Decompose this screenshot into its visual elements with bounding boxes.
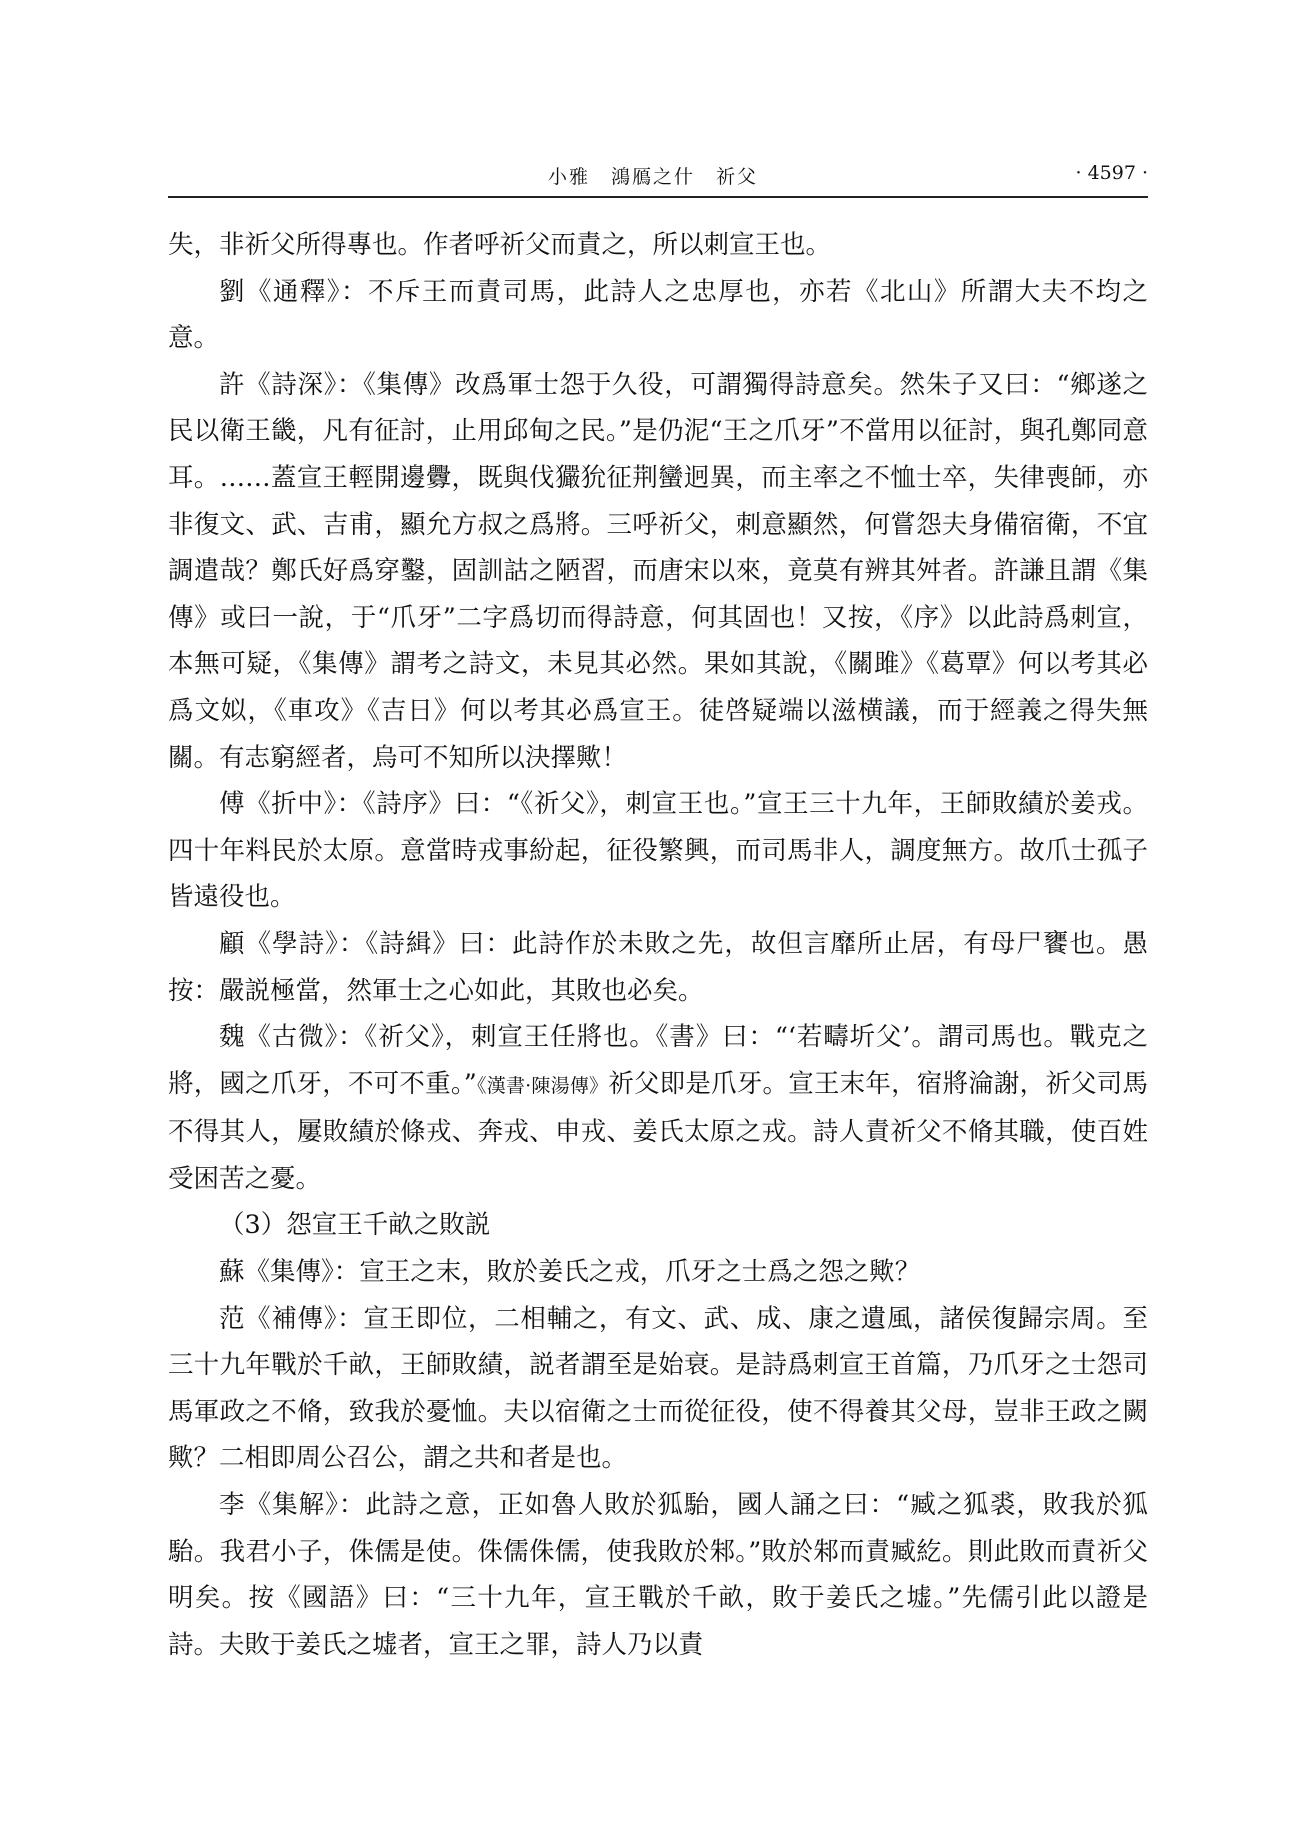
paragraph: 劉《通釋》：不斥王而責司馬，此詩人之忠厚也，亦若《北山》所謂大夫不均之意。 [168, 276, 1148, 354]
paragraph: 范《補傳》：宣王即位，二相輔之，有文、武、成、康之遺風，諸侯復歸宗周。至三十九年戰於千畝，王師敗績，説者謂至是始衰。是詩爲刺宣王首篇，乃爪牙之士怨司馬軍政之不脩，致我於憂恤。夫以宿衛之士而從征役，使不得養其父母，豈非王政之闕歟？二相即周公召公，謂之共和者是也。 [168, 1303, 1148, 1474]
inline-citation: 《漢書·陳湯傳》 [476, 1074, 609, 1097]
page-body [168, 222, 1148, 1668]
paragraph: 顧《學詩》：《詩緝》曰：此詩作於未敗之先，故但言靡所止居，有母尸饔也。愚按：嚴説極當，然軍士之心如此，其敗也必矣。 [168, 928, 1148, 1006]
running-title: 小雅 鴻鴈之什 祈父 [548, 166, 759, 188]
page-number: · 4597 · [1075, 162, 1148, 184]
paragraph: 傅《折中》：《詩序》曰：“《祈父》，刺宣王也。”宣王三十九年，王師敗績於姜戎。四十年料民於太原。意當時戎事紛起，征役繁興，而司馬非人，調度無方。故爪士孤子皆遠役也。 [168, 789, 1148, 913]
paragraph: 魏《古微》：《祈父》，刺宣王任將也。《書》曰：“‘若疇圻父’。謂司馬也。戰克之將，國之爪牙，不可不重。”《漢書·陳湯傳》祈父即是爪牙。宣王末年，宿將淪謝，祈父司馬不得其人，屢敗績於條戎、奔戎、申戎、姜氏太原之戎。詩人責祈父不脩其職，使百姓受困苦之憂。 [168, 1022, 1148, 1194]
section-heading: （3）怨宣王千畝之敗説 [219, 1210, 491, 1241]
page-header [168, 162, 1148, 198]
header-rule [168, 196, 1148, 198]
paragraph: 李《集解》：此詩之意，正如魯人敗於狐駘，國人誦之曰：“臧之狐裘，敗我於狐駘。我君小子，侏儒是使。侏儒侏儒，使我敗於邾。”敗於邾而責臧紇。則此敗而責祈父明矣。按《國語》曰：“三十九年，宣王戰於千畝，敗于姜氏之墟。”先儒引此以證是詩。夫敗于姜氏之墟者，宣王之罪，詩人乃以責 [168, 1490, 1148, 1660]
paragraph: 蘇《集傳》：宣王之末，敗於姜氏之戎，爪牙之士爲之怨之歟？ [219, 1257, 921, 1288]
paragraph: 許《詩深》：《集傳》改爲軍士怨于久役，可謂獨得詩意矣。然朱子又曰：“鄉遂之民以衛王畿，凡有征討，止用邱甸之民。”是仍泥“王之爪牙”不當用以征討，與孔鄭同意耳。……蓋宣王輕開邊釁，既與伐玁狁征荆蠻迥異，而主率之不恤士卒，失律喪師，亦非復文、武、吉甫，顯允方叔之爲將。三呼祈父，刺意顯然，何嘗怨夫身備宿衛，不宜調遣哉？鄭氏好爲穿鑿，固訓詁之陋習，而唐宋以來，竟莫有辨其舛者。許謙且謂《集傳》或曰一說，于“爪牙”二字爲切而得詩意，何其固也！又按，《序》以此詩爲刺宣，本無可疑，《集傳》謂考之詩文，未見其必然。果如其說，《關雎》《葛覃》何以考其必爲文姒，《車攻》《吉日》何以考其必爲宣王。徒啓疑端以滋横議，而于經義之得失無關。有志窮經者，烏可不知所以決擇歟！ [168, 369, 1148, 773]
paragraph: 失，非祈父所得專也。作者呼祈父而責之，所以刺宣王也。 [168, 230, 832, 260]
